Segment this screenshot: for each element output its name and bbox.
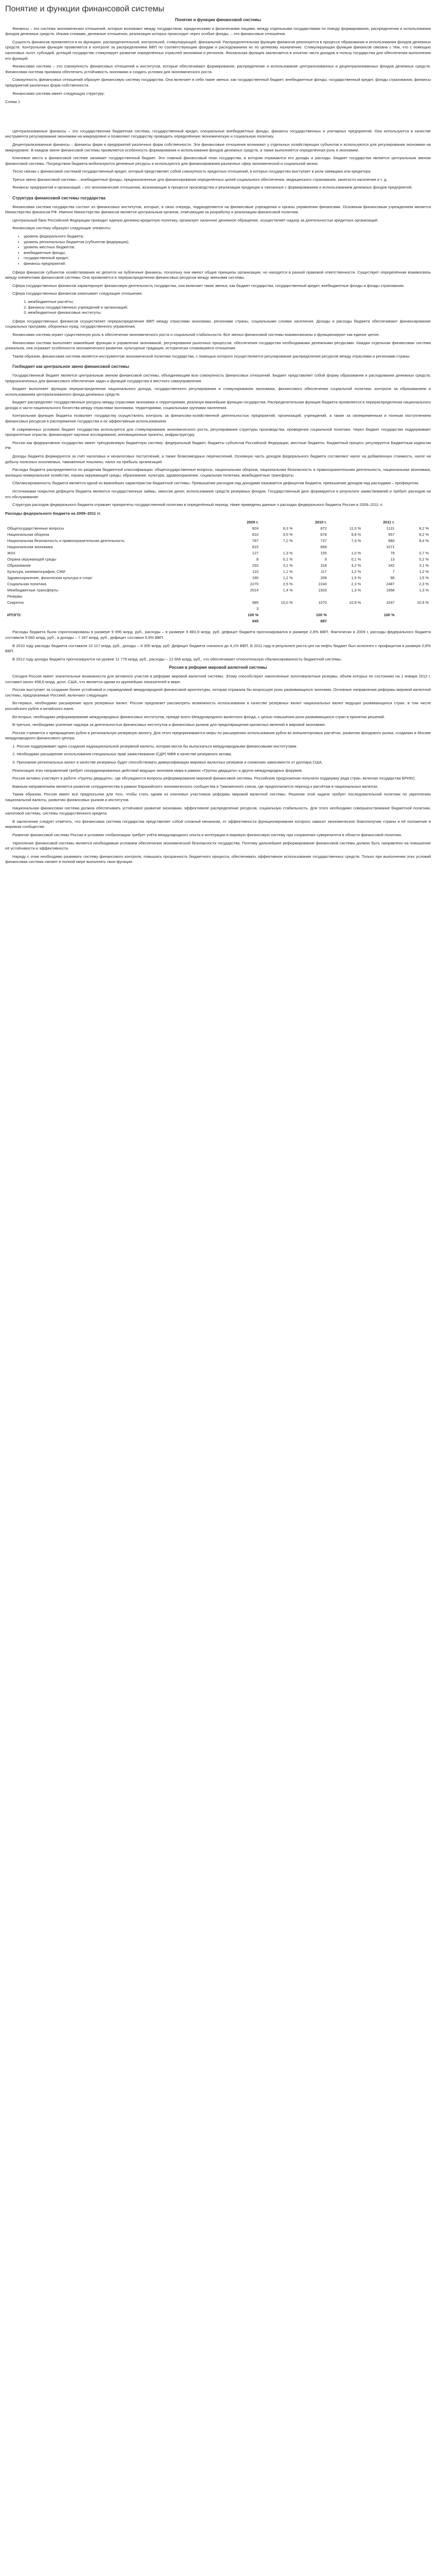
table-cell: 872 [320, 526, 327, 531]
table-cell: Общегосударственные вопросы [7, 526, 64, 531]
paragraph: Финансовая система – это совокупность финансовых отношений и институтов, которые обеспечивают формирование, распределение и использование централизованных и децентрализованных фондов денежных средств. Финансовая система призвана обеспечить устойчивость экономики и создать условия для экономического роста. [5, 64, 431, 74]
paragraph: Децентрализованные финансы – финансы фирм и предприятий различных форм собственности. Эти финансовые отношения возникают у отдельных хозяйствующих субъектов и используются для регулирования экономики на микроуровне. В каждом звене финансовой системы проявляется особенность формирования и использования фондов денежных средств, а также выполняется определённая роль в экономике. [5, 142, 431, 152]
table-cell: 1920 [318, 588, 327, 593]
list-item: • уровень местных бюджетов; [24, 245, 431, 250]
paragraph-group-e [5, 319, 431, 360]
table-cell: Межбюджетные трансферты [7, 588, 59, 593]
table-cell [397, 594, 431, 600]
paragraph: Финансовая система государства состоит из финансовых институтов, которые, в свою очередь, подразделяются на финансовые учреждения и органы управления финансами. Основным финансовым учреждением является Министерство финансов РФ. Именно Министерство финансов является центральным органом, отвечающим за разработку и реализацию финансовой политики. [5, 204, 431, 215]
table-cell: 13 [390, 557, 395, 562]
table-cell: 0,1 % [351, 557, 361, 562]
paragraph: Финансовая система выполняет важнейшие функции в управлении экономикой, регулирования рыночных процессов, обеспечения государства необходимыми денежными ресурсами. Каждая отдельная финансовая система уникальна, она отражает особенности экономического развития, культурные традиции, исторически сложившиеся отношения. [5, 340, 431, 351]
table-cell: 824 [252, 526, 259, 531]
table-cell: 2,5 % [283, 582, 293, 587]
table-cell: 787 [252, 538, 259, 544]
table-row [5, 587, 431, 594]
paragraph: Совокупность финансовых отношений образует финансовую систему государства. Она включает в себя такие звенья, как государственный бюджет, внебюджетные фонды, государственный кредит, фонды страхования, финансы предприятий различных форм собственности. [5, 77, 431, 88]
paragraph: Тесно связан с финансовой системой государственный кредит, который представляет собой совокупность кредитных отношений, в которых государство выступает в роли заёмщика или кредитора. [12, 169, 372, 174]
list-item: • уровень региональных бюджетов (субъектов федерации); [24, 240, 431, 245]
table-header [329, 519, 363, 526]
table-cell: 2,3 % [351, 582, 361, 587]
table-cell: Национальная безопасность и правоохранительная деятельность [7, 538, 125, 544]
paragraph: В заключение следует отметить, что финансовая система государства представляет собой сложный механизм, от эффективности функционирования которого зависит экономическое благополучие страны и её положение в мировом сообществе. [5, 819, 431, 829]
table-cell: 110 [252, 569, 259, 574]
table-cell: 8,3 % [283, 526, 293, 531]
table-cell: ЖКХ [7, 551, 16, 556]
table-cell [363, 594, 396, 600]
table-cell: 1,0 % [351, 551, 361, 556]
table-cell: 1,3 % [351, 588, 361, 593]
paragraph: Расходы бюджета были спрогнозированы в размере 9 996 млрд. руб., расходы – в размере 9 883,9 млрд. руб. дефицит бюджета прогнозировался в размере 2,8% ВВП. Фактически в 2009 г. расходы федерального бюджета составили 9 660 млрд. руб., а доходы – 7 337 млрд. руб., дефицит составил 5,9% ВВП. [5, 630, 431, 640]
paragraph: В современных условиях бюджет государства используется для стимулирования экономического роста, регулирования структуры производства, проведения социальной политики. Через бюджет государство поддерживает приоритетные отрасли, финансирует научные исследования, инновационные проекты, инфраструктуру. [5, 427, 431, 437]
table-cell: 208 [320, 575, 327, 581]
table-cell: 10,0 % [281, 600, 293, 605]
list-item: 1. межбюджетные расчёты; [24, 299, 74, 304]
paragraph-group-d [5, 270, 431, 297]
table-cell: 1,2 % [283, 575, 293, 581]
table-cell: Национальная экономика [7, 545, 53, 550]
table-cell [397, 544, 431, 550]
table-header [5, 519, 226, 526]
paragraph: 2. Необходимо расширение использования специальных прав заимствования (СДР) МВФ в качестве резервного актива. [12, 752, 232, 757]
table-cell: Секретно [7, 600, 24, 605]
paragraph: Таким образом, Россия имеет все предпосылки для того, чтобы стать одним из ключевых участников реформы мировой валютной системы. Решение этой задачи требует последовательной политики по укреплению национальной валюты, развитию финансовых рынков и институтов. [5, 792, 431, 803]
paragraph: Сегодня Россия имеет значительные возможности для активного участия в реформе мировой валютной системы. Этому способствуют накопленные золотовалютные резервы, объём которых по состоянию на 1 января 2012 г. составил около 498,6 млрд. долл. США, что является одним из крупнейших показателей в мире. [5, 673, 431, 684]
table-header [260, 519, 294, 526]
paragraph-group-b [5, 129, 431, 191]
table-cell [329, 544, 363, 550]
paragraph: Государственный бюджет является центральным звеном финансовой системы, объединяющим всю совокупность финансовых отношений. Бюджет представляет собой форму образования и расходования денежных средств, предназначенных для финансового обеспечения задач и функций государства и местного самоуправления. [5, 372, 431, 383]
subheading-structure: Структура финансовой системы государства [12, 196, 106, 201]
table-header: 2010 г. [315, 520, 327, 525]
table-cell: 8,4 % [419, 538, 429, 544]
table-cell: 3,1 % [283, 563, 293, 568]
table-cell [329, 594, 363, 600]
paragraph: Финансы предприятий и организаций – это экономические отношения, возникающие в процессе производства и реализации продукции и связанные с формированием и использованием денежных фондов предприятий. [12, 185, 413, 190]
table-cell: 1,3 % [419, 588, 429, 593]
table-row [5, 606, 431, 612]
table-cell: 2240 [318, 582, 327, 587]
table-caption: Расходы федерального бюджета на 2009–2011 гг. [5, 511, 101, 516]
list-item: 2. финансы государственных учреждений и организаций; [24, 304, 128, 310]
table-cell: 342 [388, 563, 395, 568]
subheading-reform: Россия в реформе мировой валютной системы [169, 665, 267, 670]
table-cell: 1958 [386, 588, 395, 593]
paragraph-group-g [5, 630, 431, 662]
table-row [5, 532, 431, 538]
table-cell: 292 [252, 563, 259, 568]
table-row [5, 550, 431, 556]
table-cell [295, 594, 329, 600]
table-cell: 10,9 % [416, 600, 429, 605]
table-cell: 1070 [318, 600, 327, 605]
table-cell: 79 [390, 551, 395, 556]
table-row [5, 544, 431, 550]
table-cell [260, 544, 294, 550]
paragraph: 1. Россия поддерживает идею создания наднациональной резервной валюты, которая могла бы выпускаться международными финансовыми институтами. [12, 743, 298, 749]
table-cell: 985 [252, 600, 259, 605]
table-cell: 880 [388, 538, 395, 544]
paragraph: Третье звено финансовой системы – внебюджетные фонды, предназначенные для финансирования определённых целей социального обеспечения, медицинского страхования, занятости населения и т. д. [12, 177, 388, 182]
paragraph: Финансовая система имеет следующую структуру: [12, 91, 105, 96]
table-cell: 100 % [316, 613, 327, 618]
table-cell [260, 618, 294, 624]
table-cell [260, 594, 294, 600]
article-body [5, 18, 431, 865]
table-cell: 868 [320, 545, 327, 550]
table-cell [5, 606, 226, 612]
table-row [5, 581, 431, 587]
paragraph: Финансы – это система экономических отношений, которые возникают между государством, юридическими и физическими лицами, между отдельными государствами по поводу формирования, распределения и использования фондов денежных средств. Иными словами, денежные отношения, реализация которых происходит через особые фонды, – это финансовые отношения. [5, 26, 431, 37]
paragraph: Сфера финансов субъектов хозяйствования не делится на публичные финансы, поскольку они имеют общие принципы организации, но находятся в разной правовой ответственности. Существует определённая взаимосвязь между элементами финансовой системы. Она проявляется в перераспределении финансовых ресурсов между звеньями системы. [5, 269, 431, 280]
table-cell: Образование [7, 563, 31, 568]
table-cell: 8 [256, 557, 259, 562]
table-cell: 155 [320, 551, 327, 556]
table-cell [260, 612, 294, 618]
paragraph: Структура расходов федерального бюджета отражает приоритеты государственной политики в определённый период. Ниже приведены данные о расходах федерального бюджета России в 2009–2011 гг. [12, 502, 383, 507]
paragraph: Централизованные финансы – это государственная бюджетная система, государственный кредит, специальные внебюджетные фонды, финансы государственных и унитарных предприятий. Они используются в качестве инструмента регулирования экономики на макроуровне и позволяют государству проводить определённую экономическую и социальную политику. [5, 128, 431, 139]
paragraph: Источниками покрытия дефицита бюджета являются государственные займы, эмиссия денег, использование средств резервных фондов. Государственный долг формируется в результате заимствований и требует расходов на его обслуживание. [5, 489, 431, 499]
table-cell [329, 606, 363, 612]
list-item: • финансы предприятий. [24, 261, 431, 267]
table-cell [397, 618, 431, 624]
paragraph: Сфера государственных финансов осуществляет перераспределение ВВП между отраслями экономики, регионами страны, социальными слоями населения. Доходы и расходы бюджета обеспечивают финансирование социальных программ, оборонных нужд, государственного управления. [5, 318, 431, 329]
table-cell: 100 % [383, 613, 395, 618]
table-cell: 7,2 % [283, 538, 293, 544]
table-row [5, 538, 431, 544]
table-cell [329, 618, 363, 624]
table-cell [397, 612, 431, 618]
table-row [5, 563, 431, 569]
table-cell: 1,5 % [351, 575, 361, 581]
paragraph: Реализация этих направлений требует скоординированных действий ведущих экономик мира в рамках «Группы двадцати» и других международных форумов. [12, 768, 303, 773]
table-cell: 100 % [248, 613, 259, 618]
table-row [5, 569, 431, 575]
table-cell [5, 618, 226, 624]
table-cell: 1,5 % [419, 575, 429, 581]
paragraph-group-c [5, 205, 431, 231]
paragraph: Во-первых, необходимо расширение круга резервных валют. Россия предлагает рассмотреть возможность использования в качестве резервных валют национальных валют ведущих развивающихся стран, в том числе российского рубля и китайского юаня. [5, 701, 431, 711]
table-cell: 1,2 % [419, 569, 429, 574]
table-cell: 2,3 % [419, 582, 429, 587]
table-body [5, 526, 431, 624]
paragraph: Наряду с этим необходимо развивать систему финансового контроля, повышать прозрачность бюджетного процесса, обеспечивать эффективное использование государственных средств. Только при выполнении этих условий финансовая система сможет в полной мере выполнять свои функции. [5, 854, 431, 865]
table-cell: 10,9 % [349, 600, 361, 605]
list-item: • уровень федерального бюджета; [24, 234, 431, 240]
table-header-row [5, 519, 431, 526]
page-title: Понятие и функции финансовой системы [5, 5, 165, 13]
table-row [5, 618, 431, 624]
relations-list [5, 299, 431, 316]
table-cell: 3,2 % [351, 563, 361, 568]
paragraph: Укрепление финансовой системы является необходимым условием обеспечения экономической безопасности государства. Поэтому дальнейшее реформирование финансовой системы должно быть направлено на повышение её устойчивости и эффективности. [5, 840, 431, 851]
table-cell: 878 [320, 532, 327, 537]
table-cell: 1071 [386, 545, 395, 550]
table-cell: 318 [320, 563, 327, 568]
subheading-budget: Госбюджет как центральное звено финансовой системы [12, 364, 129, 369]
scheme-label: Схема 1 [5, 99, 21, 105]
table-cell: 2487 [386, 582, 395, 587]
table-header: 2011 г. [383, 520, 395, 525]
table-cell: 945 [252, 619, 259, 624]
paragraph: Сфера государственных финансов охватывает следующие отношения: [12, 291, 143, 296]
paragraph: Во-вторых, необходимо реформирование международных финансовых институтов, прежде всего Международного валютного фонда, с целью повышения роли развивающихся стран в принятии решений. [12, 714, 385, 719]
table-cell: 957 [388, 532, 395, 537]
table-cell: 1131 [386, 526, 395, 531]
table-cell: 7 [392, 569, 395, 574]
table-row [5, 556, 431, 563]
table-cell: 98 [390, 575, 395, 581]
table-cell: 127 [252, 551, 259, 556]
table-cell: ИТОГО: [7, 613, 22, 618]
table-cell: 2014 [250, 588, 259, 593]
table-cell [363, 618, 396, 624]
table-cell: 815 [252, 545, 259, 550]
table-cell [295, 606, 329, 612]
paragraph: Национальная финансовая система должна обеспечивать устойчивое развитие экономики, эффективное распределение ресурсов, социальную стабильность. Для этого необходимо совершенствование бюджетной политики, налоговой системы, системы государственного кредита. [5, 805, 431, 816]
table-cell [329, 612, 363, 618]
table-cell: 1,4 % [283, 588, 293, 593]
table-cell: 3,1 % [419, 563, 429, 568]
table-row [5, 612, 431, 618]
table-cell: 2270 [250, 582, 259, 587]
paragraph: Ключевое место в финансовой системе занимает государственный бюджет. Это главный финансовый план государства, в котором отражаются его доходы и расходы. Бюджет государства является центральным звеном финансовой системы. Посредством бюджета мобилизуются денежные ресурсы и используются для финансирования различных сфер экономической и социальной жизни. [5, 156, 431, 166]
paragraph: Россия выступает за создание более устойчивой и справедливой международной финансовой архитектуры, которая отражала бы возросшую роль развивающихся экономик. Основные направления реформы мировой валютной системы, предлагаемые Россией, включают следующее. [5, 687, 431, 698]
paragraph: Россия как федеративное государство имеет трёхуровневую бюджетную систему: федеральный бюджет, бюджеты субъектов Российской Федерации, местные бюджеты. Бюджетный процесс регулируется Бюджетным кодексом РФ. [5, 440, 431, 451]
table-row [5, 594, 431, 600]
budget-expenses-table [5, 519, 431, 624]
table-cell: Здравоохранение, физическая культура и спорт [7, 575, 93, 581]
list-item: 3. межбюджетные финансовые институты. [24, 310, 102, 315]
table-header: 2009 г. [247, 520, 259, 525]
paragraph: Важным направлением является развитие сотрудничества в рамках Евразийского экономического сообщества и Таможенного союза, где предполагается переход к расчётам в национальных валютах. [12, 784, 379, 789]
section-heading: Понятие и функции финансовой системы [175, 18, 261, 22]
table-cell: 0,2 % [419, 557, 429, 562]
table-cell: 7,4 % [351, 538, 361, 544]
table-cell: 117 [321, 569, 327, 574]
paragraph: Финансовую систему образуют следующие элементы: [12, 226, 112, 231]
paragraph: Расходы бюджета распределяются по разделам бюджетной классификации: общегосударственные вопросы, национальная оборона, национальная безопасность и правоохранительная деятельность, национальная экономика, жилищно-коммунальное хозяйство, охрана окружающей среды, образование, культура, здравоохранение, социальная политика, межбюджетные трансферты. [5, 467, 431, 478]
table-cell [363, 606, 396, 612]
table-cell: 9,8 % [351, 532, 361, 537]
paragraph-group-a [5, 26, 431, 97]
paragraph-group-f [5, 373, 431, 508]
table-cell: 11,0 % [349, 526, 361, 531]
paragraph: Доходы бюджета формируются за счёт налоговых и неналоговых поступлений, а также безвозмездных перечислений. Основную часть доходов федерального бюджета составляют налог на добавленную стоимость, налог на добычу полезных ископаемых, таможенные пошлины, налог на прибыль организаций. [5, 454, 431, 464]
table-cell: Охрана окружающей среды [7, 557, 57, 562]
paragraph: В 2010 году расходы бюджета составили 10 117 млрд. руб., доходы – 8 305 млрд. руб. Дефицит бюджета снизился до 4,1% ВВП. В 2011 году в результате роста цен на нефть бюджет был исполнен с профицитом в размере 0,8% ВВП. [5, 643, 431, 654]
table-row [5, 526, 431, 532]
list-item: • государственный кредит; [24, 256, 431, 261]
paragraph: Сбалансированность бюджета является одной из важнейших характеристик бюджетной системы. Превышение расходов над доходами называется дефицитом бюджета, превышение доходов над расходами – профицитом. [12, 481, 420, 486]
paragraph: Развитие финансовой системы России в условиях глобализации требует учёта международного опыта и интеграции в мировую финансовую систему при сохранении суверенитета в области финансовой политики. [12, 833, 403, 837]
table-cell: 1,3 % [283, 551, 293, 556]
paragraph-group-h [5, 674, 431, 865]
table-cell: 180 [252, 575, 259, 581]
table-header [397, 519, 431, 526]
table-row [5, 600, 431, 606]
table-cell: 1,2 % [351, 569, 361, 574]
paragraph: В-третьих, необходимо усиление надзора за деятельностью финансовых институтов и финансовых рынков для предотвращения кризисных явлений в мировой экономике. [12, 722, 326, 727]
table-cell: Социальная политика [7, 582, 46, 587]
table-cell: 9,5 % [283, 532, 293, 537]
table-cell: 8,2 % [419, 526, 429, 531]
paragraph: Сфера государственных финансов характеризует финансовую деятельность государства, она включает такие звенья, как бюджет государства, государственный кредит, внебюджетные фонды и фонды страхования. [12, 283, 405, 288]
table-cell: Национальная оборона [7, 532, 49, 537]
spacer [5, 117, 431, 129]
paragraph: Таким образом, финансовая система является инструментом экономической политики государства, с помощью которого осуществляется регулирование распределения ресурсов между отраслями и регионами страны. [12, 353, 411, 359]
table-cell: 8,2 % [419, 532, 429, 537]
table-cell: 0,7 % [419, 551, 429, 556]
table-cell: 0,1 % [283, 557, 293, 562]
table-cell: 810 [252, 532, 259, 537]
paragraph: Сущность финансов проявляется в их функциях: распределительной, контрольной, стимулирующей, фискальной. Распределительная функция финансов реализуется в процессе образования и использования фондов денежных средств. Контрольная функция проявляется в контроле за распределением ВВП по соответствующим фондам и расходованием их по целевому назначению. Стимулирующая функция финансов связана с тем, что с помощью налоговых льгот, субсидий, дотаций государство стимулирует развитие определённых отраслей экономики и регионов. Фискальная функция заключается в изъятии части доходов в пользу государства для обеспечения выполнения его функций. [5, 39, 431, 61]
table-cell: Культура, кинематография, СМИ [7, 569, 65, 574]
paragraph: 3. Признание региональных валют в качестве резервных будет способствовать диверсификации мировых валютных резервов и снижению зависимости от доллара США. [12, 760, 323, 765]
table-cell [260, 606, 294, 612]
budget-levels-list [5, 234, 431, 267]
paragraph: Центральный банк Российской Федерации проводит единую денежно-кредитную политику, организует наличное денежное обращение, осуществляет надзор за деятельностью кредитных организаций. [12, 217, 379, 223]
paragraph: В 2012 году доходы бюджета прогнозируются на уровне 11 779 млрд. руб., расходы – 12 656 млрд. руб., что обеспечивает относительную сбалансированность бюджетной системы. [12, 656, 342, 662]
paragraph: Россия стремится к превращению рубля в региональную резервную валюту. Для этого предпринимаются меры по расширению использования рубля во внешнеторговых расчётах, развитию фондового рынка, созданию в Москве международного финансового центра. [5, 730, 431, 741]
paragraph: Россия активно участвует в работе «Группы двадцати», где обсуждаются вопросы реформирования мировой финансовой системы. Российские предложения получили поддержку ряда стран, включая государства БРИКС. [12, 776, 416, 781]
table-cell: 9 [324, 557, 327, 562]
table-cell: 3 [256, 606, 259, 612]
table-cell: 1047 [386, 600, 395, 605]
paragraph: Контрольная функция бюджета позволяет государству осуществлять контроль за финансово-хозяйственной деятельностью предприятий, организаций, учреждений, а также за своевременным и полным поступлением финансовых ресурсов в распоряжение государства и их эффективным использованием. [5, 413, 431, 424]
table-cell: 1,1 % [283, 569, 293, 574]
table-cell: 737 [320, 538, 327, 544]
paragraph: Бюджет распределяет государственные ресурсы между отраслями экономики и территориями, реализуя важнейшие функции государства. Распределительная функция бюджета проявляется в перераспределении национального дохода и части национального богатства между отраслями экономики, территориями, социальными группами населения. [5, 400, 431, 410]
table-cell [226, 594, 260, 600]
table-cell: Резервы [7, 594, 23, 599]
paragraph: Финансовая система играет существенную роль в обеспечении экономического роста и социальной стабильности. Все звенья финансовой системы взаимосвязаны и функционируют как единое целое. [12, 332, 380, 337]
table-cell [397, 606, 431, 612]
list-item: • внебюджетные фонды; [24, 250, 431, 256]
table-cell: 887 [320, 619, 327, 624]
table-row [5, 575, 431, 581]
paragraph: Бюджет выполняет функции перераспределения национального дохода, государственного регулирования и стимулирования экономики, финансового обеспечения социальной политики, контроля за образованием и использованием централизованного фонда денежных средств. [5, 386, 431, 397]
